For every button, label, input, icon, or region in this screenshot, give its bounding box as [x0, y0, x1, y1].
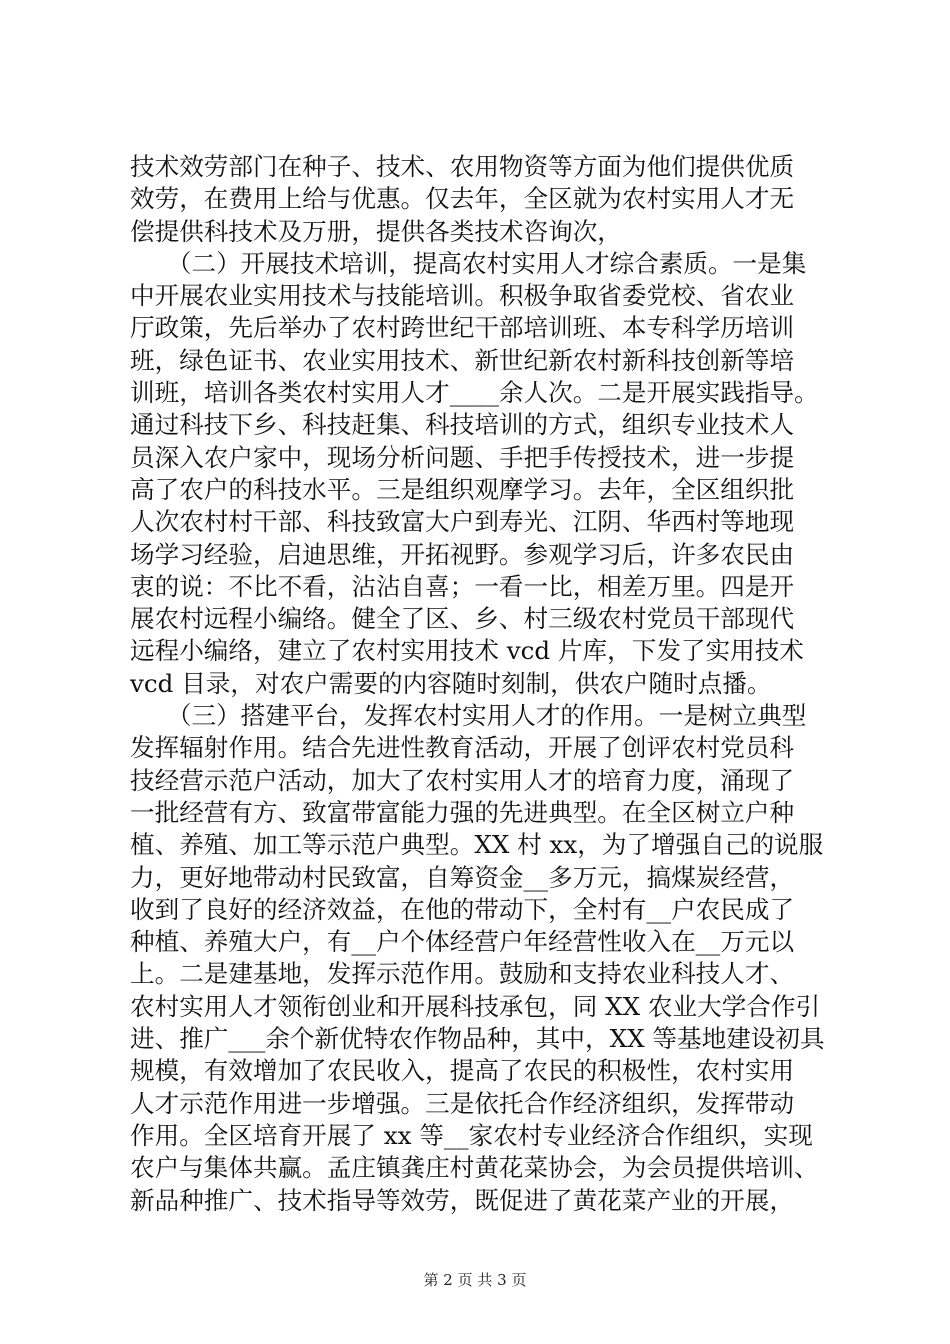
text-line: 远程小编络，建立了农村实用技术 vcd 片库，下发了实用技术	[130, 636, 804, 666]
text-line: 效劳，在费用上给与优惠。仅去年，全区就为农村实用人才无	[130, 184, 795, 214]
text-line: 中开展农业实用技术与技能培训。积极争取省委党校、省农业	[130, 281, 795, 311]
text-line: （二）开展技术培训，提高农村实用人才综合素质。一是集	[130, 248, 807, 278]
text-line: 技术效劳部门在种子、技术、农用物资等方面为他们提供优质	[130, 152, 795, 181]
text-line: 偿提供科技术及万册，提供各类技术咨询次，	[130, 216, 622, 246]
text-line: 通过科技下乡、科技赶集、科技培训的方式，组织专业技术人	[130, 410, 795, 440]
text-line: 展农村远程小编络。健全了区、乡、村三级农村党员干部现代	[130, 604, 795, 634]
text-line: 场学习经验，启迪思维，开拓视野。参观学习后，许多农民由	[130, 539, 795, 569]
text-line: 进、推广___余个新优特农作物品种，其中，XX 等基地建设初具	[130, 1024, 825, 1054]
document-body	[130, 151, 835, 1217]
text-line: （三）搭建平台，发挥农村实用人才的作用。一是树立典型	[130, 701, 807, 731]
text-line: 农村实用人才领衔创业和开展科技承包，同 XX 农业大学合作引	[130, 991, 821, 1021]
text-line: 人次农村村干部、科技致富大户到寿光、江阴、华西村等地现	[130, 507, 795, 537]
text-line: 农户与集体共赢。孟庄镇龚庄村黄花菜协会，为会员提供培训、	[130, 1153, 819, 1183]
text-line: 作用。全区培育开展了 xx 等__家农村专业经济合作组织，实现	[130, 1120, 813, 1150]
text-line: 上。二是建基地，发挥示范作用。鼓励和支持农业科技人才、	[130, 959, 795, 989]
text-line: 种植、养殖大户，有__户个体经营户年经营性收入在__万元以	[130, 927, 795, 957]
text-line: 技经营示范户活动，加大了农村实用人才的培育力度，涌现了	[130, 765, 795, 795]
text-line: 新品种推广、技术指导等效劳，既促进了黄花菜产业的开展，	[130, 1185, 795, 1215]
text-line: vcd 目录，对农户需要的内容随时刻制，供农户随时点播。	[130, 668, 772, 698]
text-line: 一批经营有方、致富带富能力强的先进典型。在全区树立户种	[130, 797, 795, 827]
text-line: 衷的说：不比不看，沾沾自喜；一看一比，相差万里。四是开	[130, 571, 795, 601]
text-line: 植、养殖、加工等示范户典型。XX 村 xx，为了增强自己的说服	[130, 830, 824, 860]
page-footer: 第 2 页 共 3 页	[423, 1271, 527, 1289]
text-line: 力，更好地带动村民致富，自筹资金__多万元，搞煤炭经营，	[130, 862, 795, 892]
text-line: 规模，有效增加了农民收入，提高了农民的积极性，农村实用	[130, 1056, 795, 1086]
text-line: 发挥辐射作用。结合先进性教育活动，开展了创评农村党员科	[130, 733, 795, 763]
text-line: 员深入农户家中，现场分析问题、手把手传授技术，进一步提	[130, 442, 795, 472]
text-line: 训班，培训各类农村实用人才____余人次。二是开展实践指导。	[130, 378, 819, 408]
text-line: 班，绿色证书、农业实用技术、新世纪新农村新科技创新等培	[130, 345, 795, 375]
text-line: 人才示范作用进一步增强。三是依托合作经济组织，发挥带动	[130, 1088, 795, 1118]
text-line: 厅政策，先后举办了农村跨世纪干部培训班、本专科学历培训	[130, 313, 795, 343]
text-line: 收到了良好的经济效益，在他的带动下，全村有__户农民成了	[130, 894, 795, 924]
text-line: 高了农户的科技水平。三是组织观摩学习。去年，全区组织批	[130, 474, 795, 504]
